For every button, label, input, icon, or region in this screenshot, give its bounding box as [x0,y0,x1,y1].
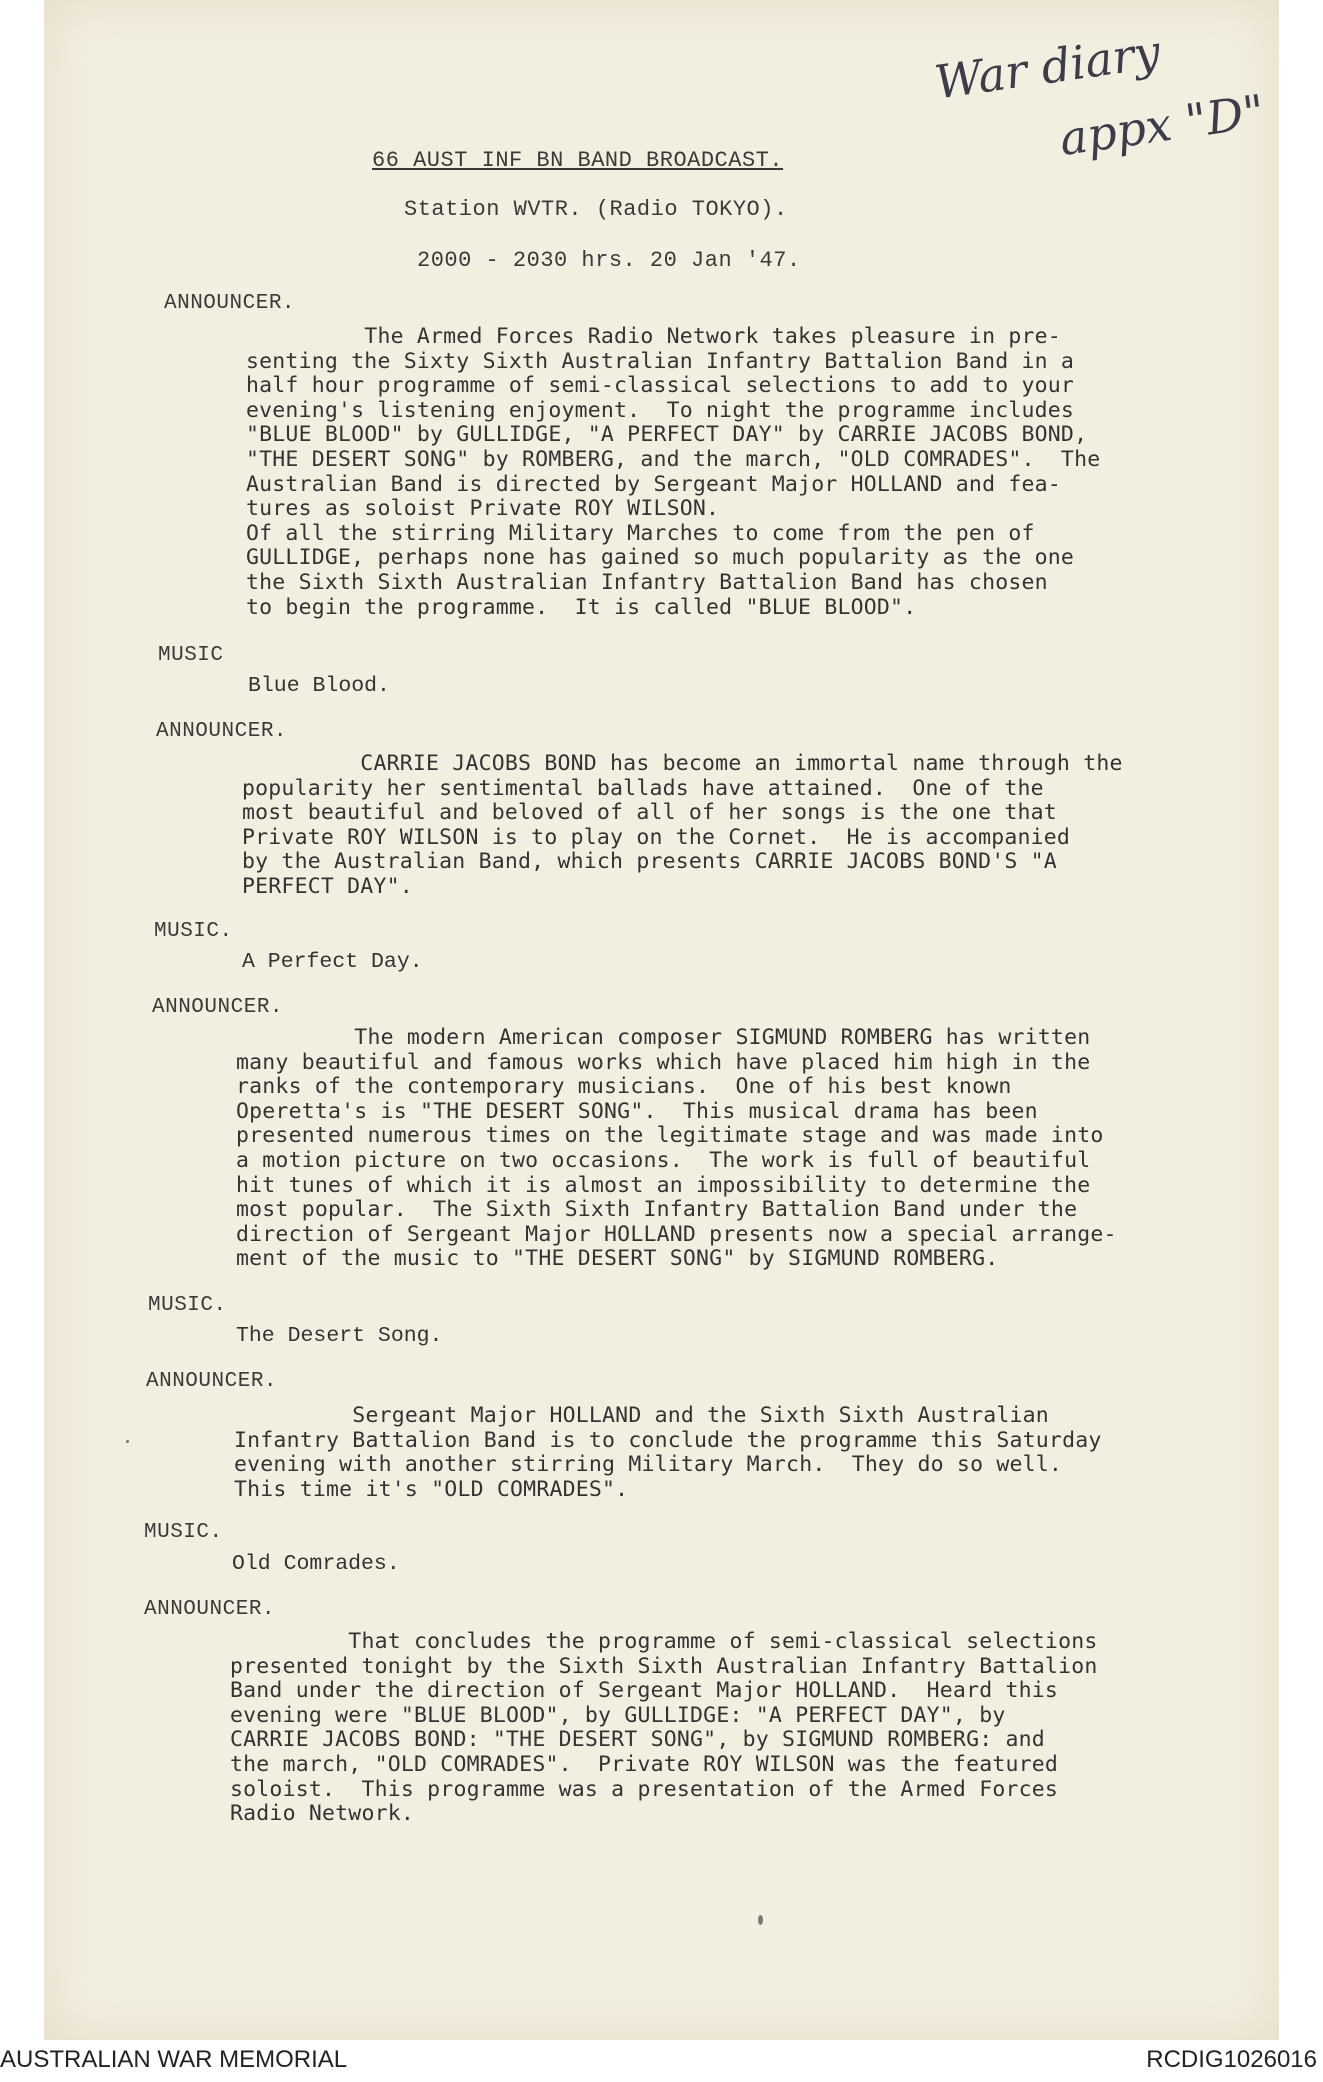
announcer-label: ANNOUNCER. [152,996,284,1019]
music-label: MUSIC. [144,1521,223,1544]
music-label: MUSIC. [148,1294,227,1317]
announcer-text: CARRIE JACOBS BOND has become an immortal name through the popularity her sentimental ballads have attained. One of the most beautiful and beloved of all of her songs is the one that Private ROY WILSON is to play on the Cornet. He is accompanied by the Australian Band, which presents CARRIE JACOBS BOND'S "A PERFECT DAY". [242,751,1123,899]
paper-mark [126,1440,129,1443]
footer-institution: AUSTRALIAN WAR MEMORIAL [0,2046,348,2073]
announcer-text: That concludes the programme of semi-classical selections presented tonight by the Sixth Sixth Australian Infantry Battalion Band under the direction of Sergeant Major HOLLAND. Heard this evening were "BLUE BLOOD", by GULLIDGE: "A PERFECT DAY", by CARRIE JACOBS BOND: "THE DESERT SONG", by SIGMUND ROMBERG: and the march, "OLD COMRADES". Private ROY WILSON was the featured soloist. This programme was a presentation of the Armed Forces Radio Network. [230,1629,1098,1827]
announcer-label: ANNOUNCER. [164,292,296,315]
announcer-label: ANNOUNCER. [156,720,288,743]
announcer-text: Sergeant Major HOLLAND and the Sixth Sixth Australian Infantry Battalion Band is to conclude the programme this Saturday evening with another stirring Military March. They do so well. This time it's "OLD COMRADES". [234,1403,1102,1502]
announcer-text: The Armed Forces Radio Network takes pleasure in pre- senting the Sixty Sixth Australian Infantry Battalion Band in a half hour programme of semi-classical selections to add to your evening's listening enjoyment. To night the programme includes "BLUE BLOOD" by GULLIDGE, "A PERFECT DAY" by CARRIE JACOBS BOND, "THE DESERT SONG" by ROMBERG, and the march, "OLD COMRADES". The Australian Band is directed by Sergeant Major HOLLAND and fea- tures as soloist Private ROY WILSON. Of all the stirring Military Marches to come from the pen of GULLIDGE, perhaps none has gained so much popularity as the one the Sixth Sixth Australian Infantry Battalion Band has chosen to begin the programme. It is called "BLUE BLOOD". [246,324,1101,620]
music-title: Blue Blood. [248,674,390,698]
music-title: Old Comrades. [232,1552,400,1576]
station-line: Station WVTR. (Radio TOKYO). [404,197,788,222]
time-line: 2000 - 2030 hrs. 20 Jan '47. [417,248,801,273]
handwritten-annotation-line1: War diary [931,24,1164,110]
music-title: The Desert Song. [236,1324,443,1348]
announcer-text: The modern American composer SIGMUND ROMBERG has written many beautiful and famous works which have placed him high in the ranks of the contemporary musicians. One of his best known Operetta's is "THE DESERT SONG". This musical drama has been presented numerous times on the legitimate stage and was made into a motion picture on two occasions. The work is full of beautiful hit tunes of which it is almost an impossibility to determine the most popular. The Sixth Sixth Infantry Battalion Band under the direction of Sergeant Major HOLLAND presents now a special arrange- ment of the music to "THE DESERT SONG" by SIGMUND ROMBERG. [236,1025,1117,1272]
music-title: A Perfect Day. [242,950,423,974]
paper-mark [758,1915,763,1925]
handwritten-annotation-line2: appx "D" [1056,83,1268,167]
footer-record-id: RCDIG1026016 [1146,2046,1317,2073]
document-page [44,0,1279,2040]
announcer-label: ANNOUNCER. [146,1370,278,1393]
music-label: MUSIC. [154,920,233,943]
document-title: 66 AUST INF BN BAND BROADCAST. [372,148,784,173]
music-label: MUSIC [158,644,224,667]
announcer-label: ANNOUNCER. [144,1598,276,1621]
